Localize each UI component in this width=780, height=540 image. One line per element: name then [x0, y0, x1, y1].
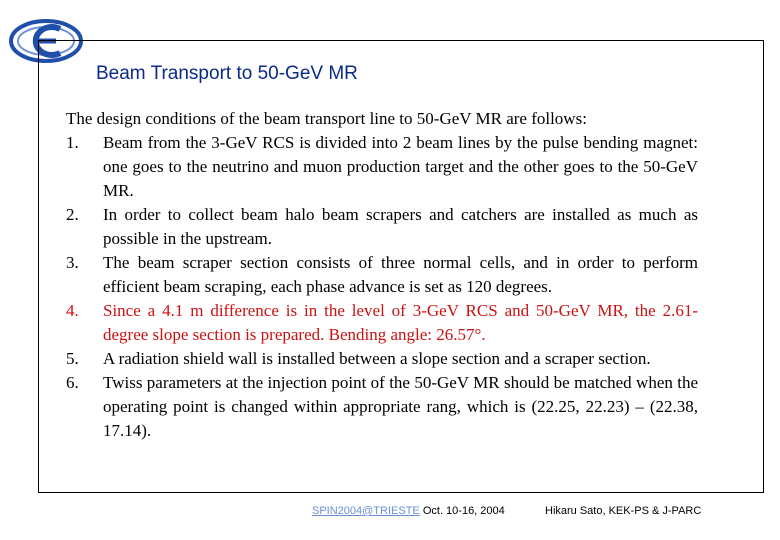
conditions-list [66, 131, 698, 443]
item-text: In order to collect beam halo beam scrapers and catchers are installed as much as possible in the upstream. [103, 205, 698, 248]
footer-event [312, 505, 505, 517]
list-item [66, 347, 698, 371]
footer-author: Hikaru Sato, KEK-PS & J-PARC [545, 505, 702, 517]
item-number: 5. [66, 349, 79, 368]
item-number: 3. [66, 253, 79, 272]
item-text: Twiss parameters at the injection point of the 50-GeV MR should be matched when the operating point is changed within appropriate rang, which is (22.25, 22.23) – (22.38, 17.14). [103, 373, 698, 440]
list-item [66, 131, 698, 203]
item-text: Beam from the 3-GeV RCS is divided into 2 beam lines by the pulse bending magnet: one goes to the neutrino and muon production target and the other goes to the 50-GeV MR. [103, 133, 698, 200]
item-text: The beam scraper section consists of three normal cells, and in order to perform efficient beam scraping, each phase advance is set as 120 degrees. [103, 253, 698, 296]
item-number: 6. [66, 373, 79, 392]
list-item [66, 251, 698, 299]
list-item-highlighted [66, 299, 698, 347]
list-item [66, 371, 698, 443]
item-number: 4. [66, 301, 79, 320]
intro-text: The design conditions of the beam transport line to 50-GeV MR are follows: [66, 109, 587, 128]
list-item [66, 203, 698, 251]
item-number: 1. [66, 133, 79, 152]
item-number: 2. [66, 205, 79, 224]
slide-title: Beam Transport to 50-GeV MR [96, 63, 358, 84]
footer-date: Oct. 10-16, 2004 [422, 505, 505, 517]
slide-body [66, 107, 698, 443]
item-text: A radiation shield wall is installed between a slope section and a scraper section. [103, 349, 651, 368]
item-text: Since a 4.1 m difference is in the level of 3-GeV RCS and 50-GeV MR, the 2.61-degree slope section is prepared. Bending angle: 26.57°. [103, 301, 698, 344]
conference-link[interactable]: SPIN2004@TRIESTE [312, 505, 420, 517]
